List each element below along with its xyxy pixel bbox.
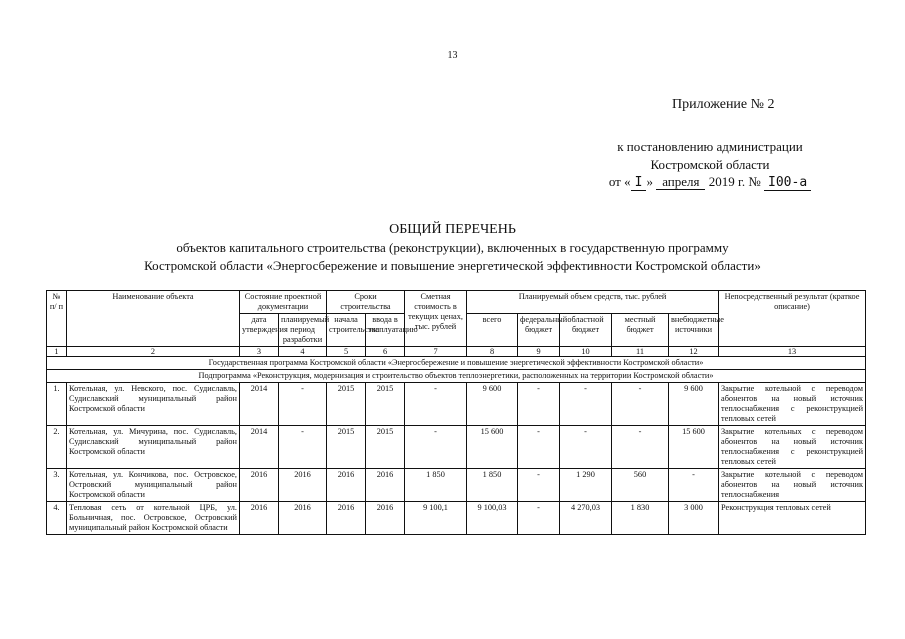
column-number: 4 <box>279 347 327 357</box>
row-object-name: Тепловая сеть от котельной ЦРБ, ул. Больничная, пос. Островское, Островский муниципальный район Костромской области <box>67 502 240 535</box>
row-funds-federal: - <box>518 469 560 502</box>
column-number: 6 <box>366 347 405 357</box>
row-docs-planned: - <box>279 426 327 469</box>
column-number: 3 <box>240 347 279 357</box>
row-funds-regional: - <box>560 426 612 469</box>
row-funds-regional: - <box>560 383 612 426</box>
header-build-commission: ввода в эксплуатацию <box>366 314 405 347</box>
column-number: 12 <box>669 347 719 357</box>
header-funds-total: всего <box>467 314 518 347</box>
row-object-name: Котельная, ул. Мичурина, пос. Судиславль, Судиславский муниципальный район Костромской области <box>67 426 240 469</box>
row-docs-planned: - <box>279 383 327 426</box>
row-docs-planned: 2016 <box>279 469 327 502</box>
decree-date-line <box>560 173 860 192</box>
column-number: 9 <box>518 347 560 357</box>
row-build-commission: 2016 <box>366 469 405 502</box>
row-object-name: Котельная, ул. Невского, пос. Судиславль, Судиславский муниципальный район Костромской области <box>67 383 240 426</box>
row-funds-local: 1 830 <box>612 502 669 535</box>
program-row <box>47 357 866 370</box>
decree-number: I00-а <box>764 175 811 191</box>
header-funds-extrabudget: внебюджетные источники <box>669 314 719 347</box>
row-docs-date: 2014 <box>240 426 279 469</box>
row-docs-planned: 2016 <box>279 502 327 535</box>
row-funds-federal: - <box>518 502 560 535</box>
row-build-start: 2016 <box>327 502 366 535</box>
subprogram-row <box>47 370 866 383</box>
row-num: 2. <box>47 426 67 469</box>
decree-line-2: Костромской области <box>650 157 770 172</box>
row-estimated-cost: - <box>405 426 467 469</box>
row-funds-total: 15 600 <box>467 426 518 469</box>
objects-table <box>46 290 866 535</box>
row-funds-regional: 4 270,03 <box>560 502 612 535</box>
subprogram-title: Подпрограмма «Реконструкция, модернизация и строительство объектов теплоэнергетики, расположенных на территории Костромской области» <box>47 370 866 383</box>
row-build-start: 2015 <box>327 383 366 426</box>
row-funds-extrabudget: 15 600 <box>669 426 719 469</box>
header-docs-state: Состояние проектной документации <box>240 291 327 314</box>
row-result: Закрытие котельной с переводом абонентов на новый источник теплоснабжения <box>719 469 866 502</box>
row-funds-federal: - <box>518 383 560 426</box>
document-title: ОБЩИЙ ПЕРЕЧЕНЬ <box>389 222 516 237</box>
row-estimated-cost: 1 850 <box>405 469 467 502</box>
row-funds-local: - <box>612 426 669 469</box>
header-estimated-cost: Сметная стоимость в текущих ценах, тыс. рублей <box>405 291 467 347</box>
decree-line-1: к постановлению администрации <box>617 139 803 154</box>
header-build-terms: Сроки строительства <box>327 291 405 314</box>
header-num: № п/ п <box>47 291 67 347</box>
row-result: Закрытие котельной с переводом абонентов на новый источник теплоснабжения с реконструкцией тепловых сетей <box>719 383 866 426</box>
column-number: 13 <box>719 347 866 357</box>
table-row <box>47 502 866 535</box>
header-docs-planned: планируемый период разработки <box>279 314 327 347</box>
header-result: Непосредственный результат (краткое описание) <box>719 291 866 347</box>
column-numbers-row <box>47 347 866 357</box>
header-row-1 <box>47 291 866 314</box>
header-funds-local: местный бюджет <box>612 314 669 347</box>
row-build-start: 2016 <box>327 469 366 502</box>
column-number: 8 <box>467 347 518 357</box>
document-subtitle-line-2: Костромской области «Энергосбережение и повышение энергетической эффективности Костромской области» <box>144 258 761 273</box>
row-funds-local: - <box>612 383 669 426</box>
row-funds-extrabudget: - <box>669 469 719 502</box>
row-build-start: 2015 <box>327 426 366 469</box>
row-build-commission: 2015 <box>366 426 405 469</box>
program-title: Государственная программа Костромской области «Энергосбережение и повышение энергетической эффективности Костромской области» <box>47 357 866 370</box>
table-row <box>47 469 866 502</box>
table-row <box>47 383 866 426</box>
header-name: Наименование объекта <box>67 291 240 347</box>
row-estimated-cost: 9 100,1 <box>405 502 467 535</box>
header-funds-regional: областной бюджет <box>560 314 612 347</box>
column-number: 10 <box>560 347 612 357</box>
decree-date-day: I <box>631 175 647 191</box>
table-row <box>47 426 866 469</box>
row-num: 4. <box>47 502 67 535</box>
row-funds-regional: 1 290 <box>560 469 612 502</box>
row-docs-date: 2014 <box>240 383 279 426</box>
column-number: 1 <box>47 347 67 357</box>
decree-date-separator: » <box>646 174 653 189</box>
row-funds-total: 1 850 <box>467 469 518 502</box>
decree-date-month: апреля <box>656 174 705 190</box>
column-number: 11 <box>612 347 669 357</box>
header-build-start: начала строительства <box>327 314 366 347</box>
row-result: Реконструкция тепловых сетей <box>719 502 866 535</box>
header-docs-date: дата утверждения <box>240 314 279 347</box>
row-num: 3. <box>47 469 67 502</box>
decree-date-year: 2019 г. № <box>708 174 761 189</box>
header-funds-federal: федеральный бюджет <box>518 314 560 347</box>
document-subtitle-line-1: объектов капитального строительства (реконструкции), включенных в государственную программу <box>176 240 729 255</box>
row-docs-date: 2016 <box>240 502 279 535</box>
row-build-commission: 2015 <box>366 383 405 426</box>
row-object-name: Котельная, ул. Кончикова, пос. Островское, Островский муниципальный район Костромской области <box>67 469 240 502</box>
column-number: 5 <box>327 347 366 357</box>
header-planned-funds: Планируемый объем средств, тыс. рублей <box>467 291 719 314</box>
row-result: Закрытие котельных с переводом абонентов на новый источник теплоснабжения с реконструкцией тепловых сетей <box>719 426 866 469</box>
row-funds-total: 9 100,03 <box>467 502 518 535</box>
appendix-title: Приложение № 2 <box>672 97 775 112</box>
row-funds-extrabudget: 3 000 <box>669 502 719 535</box>
row-funds-total: 9 600 <box>467 383 518 426</box>
row-funds-federal: - <box>518 426 560 469</box>
page-number: 13 <box>447 50 458 61</box>
row-docs-date: 2016 <box>240 469 279 502</box>
column-number: 2 <box>67 347 240 357</box>
row-build-commission: 2016 <box>366 502 405 535</box>
row-estimated-cost: - <box>405 383 467 426</box>
decree-date-prefix: от « <box>608 174 631 189</box>
row-num: 1. <box>47 383 67 426</box>
column-number: 7 <box>405 347 467 357</box>
row-funds-extrabudget: 9 600 <box>669 383 719 426</box>
row-funds-local: 560 <box>612 469 669 502</box>
